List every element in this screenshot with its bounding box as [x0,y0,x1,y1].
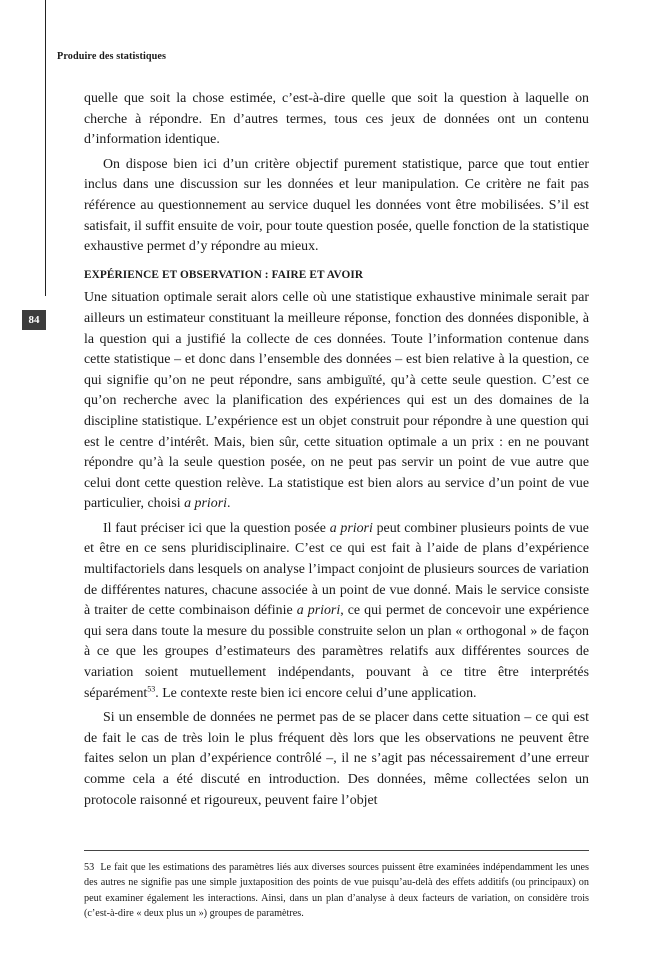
period: . [226,496,231,512]
emphasis-a-priori: a priori [296,603,341,619]
running-head: Produire des statistiques [57,51,167,62]
paragraph-2: On dispose bien ici d’un critère objectif purement statistique, parce que tout entier inclus dans une discussion sur les données et leur manipulation. Ce critère ne fait pas référence au questionnement au service duquel les données vont être mobilisées. S’il est satisfait, il suffit ensuite de voir, pour toute question posée, quelle fonction de la statistique exhaustive permet d’y répondre au mieux. [84,156,589,255]
section-heading: EXPÉRIENCE ET OBSERVATION : FAIRE ET AVOIR [84,268,364,281]
footnote-text: Le fait que les estimations des paramètres liés aux diverses sources puissent être examinées indépendamment les unes des autres ne signifie pas une simple juxtaposition des points de vue puisqu’au-delà des effets additifs (ou principaux) on peut examiner également les interactions. Ainsi, dans un plan d’analyse à deux facteurs de variation, on considère trois (c’est-à-dire « deux plus un ») groupes de paramètres. [84,862,589,920]
footnote-ref[interactable]: 53 [147,684,156,693]
paragraph-3 [84,288,589,515]
body-text [84,89,589,815]
paragraph-5: Si un ensemble de données ne permet pas de se placer dans cette situation – ce qui est de fait le cas de très loin le plus fréquent dès lors que les observations ne peuvent être faites selon un plan d’expérience contrôlé –, il ne s’agit pas nécessairement d’une erreur comme cela a été discuté en introduction. Des données, même collectées selon un protocole raisonné et rigoureux, peuvent faire l’objet [84,710,589,808]
footnote [84,860,589,922]
paragraph-4-part-b: peut combiner plusieurs points de vue et être en ce sens pluridisciplinaire. C’est ce qui est fait à l’aide de plans d’expérience multifactoriels dans lesquels on analyse l’impact conjoint de plusieurs sources de variation de différentes natures, chacune associée à un point de vue donné. Mais le service consiste à traiter de cette combinaison définie [84,520,589,619]
paragraph-4 [84,519,589,704]
paragraph-3-text: Une situation optimale serait alors celle où une statistique exhaustive minimale serait par ailleurs un estimateur constituant la meilleure réponse, fonction des données disponible, à la question qui a justifié la collecte de ces données. Toute l’information contenue dans cette statistique – et donc dans l’ensemble des données – est bien relative à la question, ce qui signifie qu’on ne peut répondre, sans ambiguïté, qu’à cette seule question. C’est ce qu’on recherche avec la planification des expériences qui est un des domaines de la discipline statistique. L’expérience est un objet construit pour répondre à une question qui est le centre d’intérêt. Mais, bien sûr, cette situation optimale a un prix : en ne pouvant répondre qu’à la seule question posée, on ne peut pas servir un point de vue autre que celui dont cette question relève. La statistique est bien alors au service d’un point de vue particulier, choisi [84,290,589,512]
page-number: 84 [22,310,46,330]
paragraph-4-part-c: , ce qui permet de concevoir une expérience qui sera dans toute la mesure du possible construite selon un plan « orthogonal » de façon à ce que les groupes d’estimateurs des paramètres relatifs aux différentes sources de variation soient mutuellement indépendants, pouvant à ce titre être interprétés séparément [84,603,589,701]
paragraph-4-part-d: . Le contexte reste bien ici encore celui d’une application. [155,685,477,701]
paragraph-1: quelle que soit la chose estimée, c’est-à-dire quelle que soit la question à laquelle on cherche à répondre. En d’autres termes, tous ces jeux de données ont un contenu d’information identique. [84,91,589,148]
emphasis-a-priori: a priori [184,496,227,512]
paragraph-4-part-a: Il faut préciser ici que la question posée [103,520,326,536]
footnote-number: 53 [84,862,95,873]
margin-rule [45,0,46,296]
footnote-rule [84,850,589,851]
emphasis-a-priori: a priori [329,520,373,536]
